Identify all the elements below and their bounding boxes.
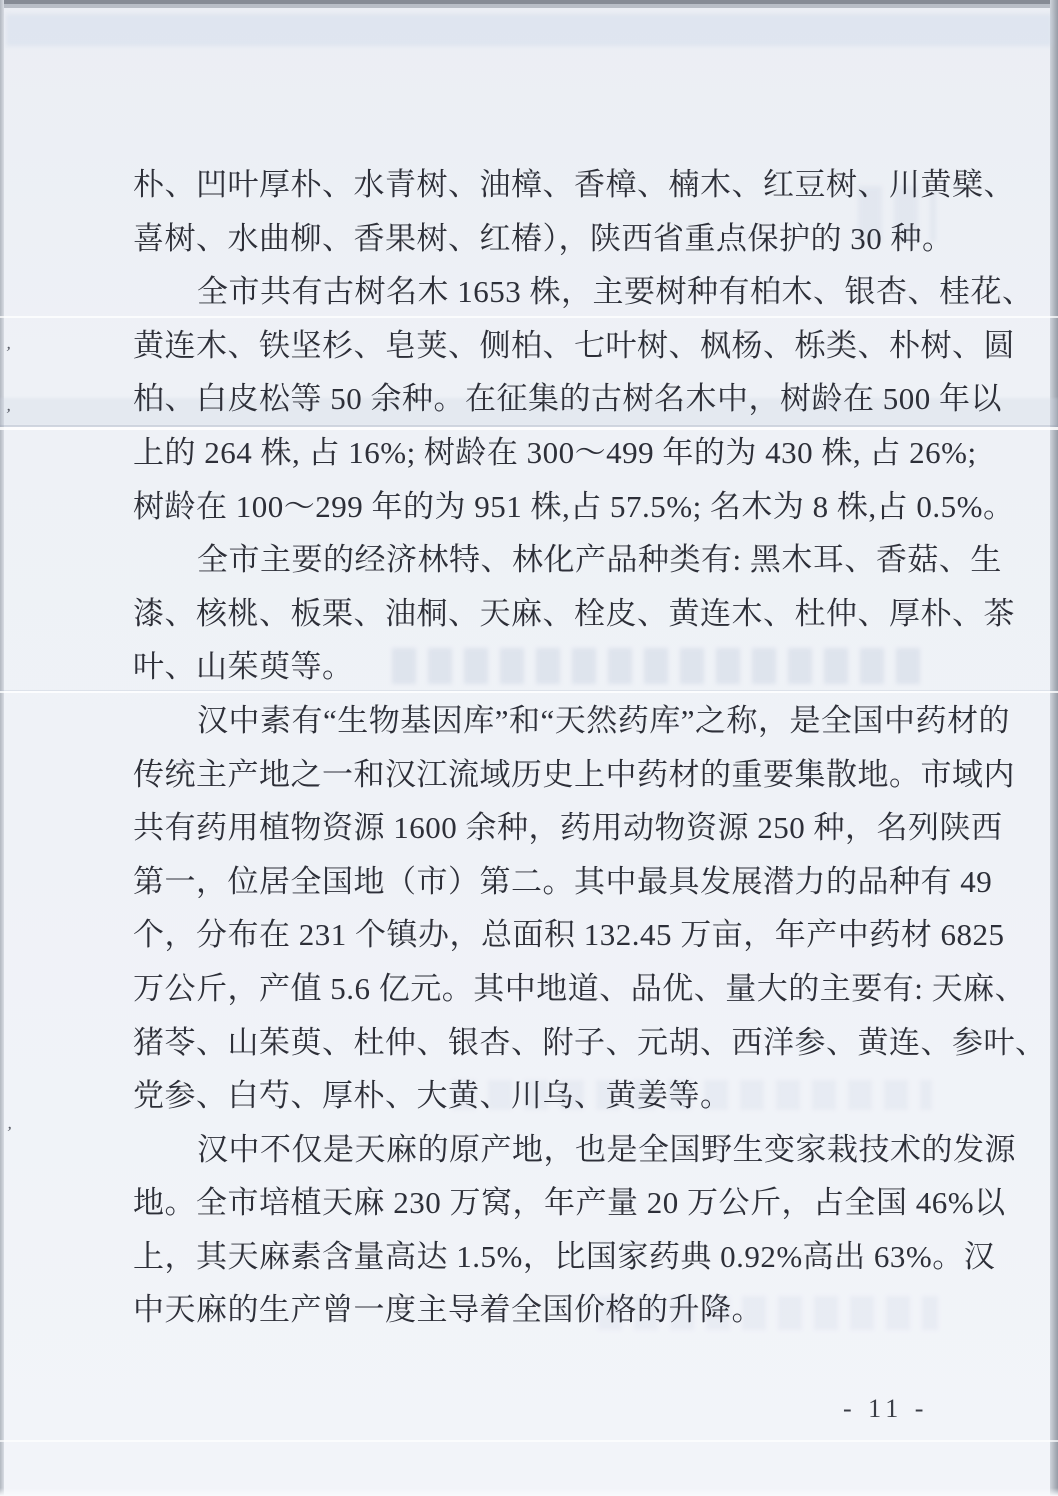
- text-line: 共有药用植物资源 1600 余种，药用动物资源 250 种，名列陕西: [133, 810, 1003, 846]
- text-line: 传统主产地之一和汉江流域历史上中药材的重要集散地。市域内: [133, 756, 1015, 792]
- text-line: 万公斤，产值 5.6 亿元。其中地道、品优、量大的主要有: 天麻、: [133, 970, 1027, 1006]
- page-number: - 11 -: [843, 1394, 929, 1423]
- text-line: 地。全市培植天麻 230 万窝，年产量 20 万公斤，占全国 46%以: [133, 1185, 1006, 1221]
- text-line: 喜树、水曲柳、香果树、红椿），陕西省重点保护的 30 种。: [133, 220, 954, 256]
- text-line: 中天麻的生产曾一度主导着全国价格的升降。: [133, 1292, 763, 1328]
- text-line: 柏、白皮松等 50 余种。在征集的古树名木中，树龄在 500 年以: [133, 381, 1002, 417]
- text-line: 上，其天麻素含量高达 1.5%，比国家药典 0.92%高出 63%。汉: [133, 1238, 996, 1274]
- text-line: 汉中素有“生物基因库”和“天然药库”之称，是全国中药材的: [197, 702, 1011, 738]
- text-line: 全市主要的经济林特、林化产品种类有: 黑木耳、香菇、生: [197, 542, 1002, 578]
- text-line: 猪苓、山茱萸、杜仲、银杏、附子、元胡、西洋参、黄连、参叶、: [133, 1024, 1047, 1060]
- scan-edge-top-shadow: [0, 4, 1058, 8]
- text-line: 全市共有古树名木 1653 株，主要树种有柏木、银杏、桂花、: [197, 274, 1034, 310]
- stray-ink-mark: ’: [4, 1122, 14, 1143]
- scan-artifact-line: [0, 1440, 1058, 1442]
- text-line: 树龄在 100～299 年的为 951 株,占 57.5%; 名木为 8 株,占 0.5%。: [133, 488, 1015, 524]
- text-line: 个，分布在 231 个镇办，总面积 132.45 万亩，年产中药材 6825: [133, 917, 1005, 953]
- stray-ink-mark: ’: [3, 342, 13, 363]
- text-line: 朴、凹叶厚朴、水青树、油樟、香樟、楠木、红豆树、川黄檗、: [133, 167, 1015, 202]
- text-line: 第一，位居全国地（市）第二。其中最具发展潜力的品种有 49: [133, 863, 993, 899]
- text-line: 汉中不仅是天麻的原产地，也是全国野生变家栽技术的发源: [197, 1131, 1016, 1167]
- scan-edge-bottom: [0, 1488, 1058, 1496]
- scan-edge-left: [0, 0, 4, 1496]
- text-line: 叶、山茱萸等。: [133, 649, 354, 685]
- stray-ink-mark: ’: [3, 404, 13, 425]
- text-line: 漆、核桃、板栗、油桐、天麻、栓皮、黄连木、杜仲、厚朴、茶: [133, 595, 1015, 631]
- text-line: 上的 264 株, 占 16%; 树龄在 300～499 年的为 430 株, 占 26%;: [133, 434, 977, 470]
- scan-tint-band-top: [6, 14, 1052, 46]
- text-line: 党参、白芍、厚朴、大黄、川乌、黄姜等。: [133, 1078, 732, 1114]
- text-line: 黄连木、铁坚杉、皂荚、侧柏、七叶树、枫杨、栎类、朴树、圆: [133, 327, 1015, 363]
- document-body-text: [133, 158, 1047, 1337]
- scan-edge-right: [1050, 0, 1058, 1496]
